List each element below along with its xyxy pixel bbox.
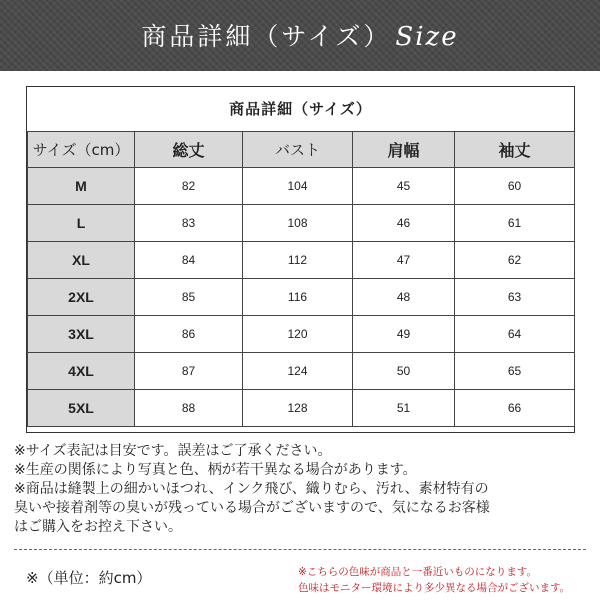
shoulder-cell: 45: [353, 168, 455, 205]
size-table: [27, 131, 575, 427]
shoulder-cell: 47: [353, 242, 455, 279]
dashed-divider: [14, 549, 586, 550]
length-cell: 82: [135, 168, 243, 205]
header-shoulder: 肩幅: [353, 132, 455, 168]
shoulder-cell: 48: [353, 279, 455, 316]
banner-title-text: 商品詳細（サイズ）: [141, 22, 392, 51]
size-table-container: [26, 86, 575, 433]
shoulder-cell: 50: [353, 353, 455, 390]
header-bust: バスト: [243, 132, 353, 168]
size-cell: XL: [28, 242, 135, 279]
bust-cell: 124: [243, 353, 353, 390]
length-cell: 88: [135, 390, 243, 427]
table-row: [28, 279, 575, 316]
size-cell: 3XL: [28, 316, 135, 353]
title-banner: [0, 0, 600, 71]
sleeve-cell: 66: [455, 390, 575, 427]
note-line: 臭いや接着剤等の臭いが残っている場合がございますので、気になるお客様: [14, 500, 490, 516]
table-row: [28, 353, 575, 390]
bust-cell: 128: [243, 390, 353, 427]
sleeve-cell: 65: [455, 353, 575, 390]
table-row: [28, 168, 575, 205]
header-length: 総丈: [135, 132, 243, 168]
bust-cell: 116: [243, 279, 353, 316]
shoulder-cell: 51: [353, 390, 455, 427]
size-cell: L: [28, 205, 135, 242]
bust-cell: 120: [243, 316, 353, 353]
bust-cell: 104: [243, 168, 353, 205]
size-cell: M: [28, 168, 135, 205]
note-line: ※商品は縫製上の細かいほつれ、インク飛び、織りむら、汚れ、素材特有の: [14, 481, 489, 497]
length-cell: 85: [135, 279, 243, 316]
sleeve-cell: 61: [455, 205, 575, 242]
sleeve-cell: 60: [455, 168, 575, 205]
bust-cell: 112: [243, 242, 353, 279]
unit-label: ※（単位：約cm）: [26, 569, 152, 587]
banner-title: [0, 22, 600, 52]
shoulder-cell: 49: [353, 316, 455, 353]
sleeve-cell: 64: [455, 316, 575, 353]
header-size: サイズ（cm）: [28, 132, 135, 168]
note-line: はご購入をお控え下さい。: [14, 519, 182, 535]
note-line: ※生産の関係により写真と色、柄が若干異なる場合があります。: [14, 462, 417, 478]
shoulder-cell: 46: [353, 205, 455, 242]
color-note-line: ※こちらの色味が商品と一番近いものになります。: [298, 566, 537, 578]
length-cell: 87: [135, 353, 243, 390]
table-row: [28, 316, 575, 353]
table-row: [28, 205, 575, 242]
color-note-line: 色味はモニター環境により多少異なる場合がございます。: [298, 582, 571, 594]
length-cell: 83: [135, 205, 243, 242]
banner-title-latin: Size: [395, 22, 459, 52]
table-header-row: [28, 132, 575, 168]
table-row: [28, 242, 575, 279]
sleeve-cell: 62: [455, 242, 575, 279]
bust-cell: 108: [243, 205, 353, 242]
size-cell: 4XL: [28, 353, 135, 390]
notes-block: [14, 442, 594, 537]
color-note: [298, 564, 570, 596]
size-cell: 2XL: [28, 279, 135, 316]
sleeve-cell: 63: [455, 279, 575, 316]
note-line: ※サイズ表記は目安です。誤差はご了承ください。: [14, 443, 332, 459]
size-table-title: 商品詳細（サイズ）: [229, 100, 372, 118]
length-cell: 86: [135, 316, 243, 353]
header-sleeve: 袖丈: [455, 132, 575, 168]
table-row: [28, 390, 575, 427]
length-cell: 84: [135, 242, 243, 279]
size-cell: 5XL: [28, 390, 135, 427]
